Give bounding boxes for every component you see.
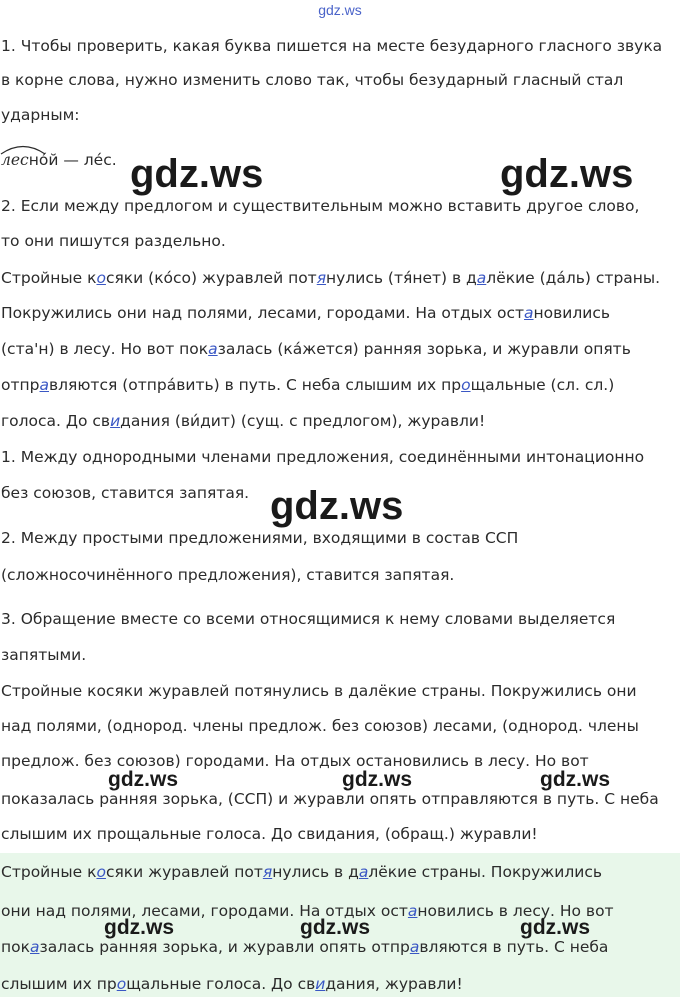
seg: дания, журавли! [325, 975, 463, 993]
vowel: а [407, 902, 418, 920]
text2-line1: Стройные косяки журавлей потянулись в далёкие страны. Покружились они [1, 682, 637, 700]
watermark-small-4: gdz.ws [104, 916, 175, 939]
rule2-line2: то они пишутся раздельно. [1, 232, 226, 250]
rule1-line2: в корне слова, нужно изменить слово так, чтобы безударный гласный стал [1, 71, 624, 89]
seg: щальные голоса. До св [126, 975, 316, 993]
seg: слышим их пр [1, 975, 117, 993]
rule1-line3: ударным: [1, 106, 80, 124]
watermark-small-1: gdz.ws [108, 768, 179, 791]
seg: Стройные к [1, 269, 97, 287]
watermark-small-6: gdz.ws [520, 916, 591, 939]
root-arc-icon [0, 141, 47, 155]
seg: щальные (сл. сл.) [470, 376, 615, 394]
seg: сяки журавлей пот [105, 863, 263, 881]
text2-line2: над полями, (однород. члены предлож. без союзов) лесами, (однород. члены [1, 717, 639, 735]
seg: залась (ка́жется) ранняя зорька, и журавли опять [217, 340, 631, 358]
seg: вляются в путь. С неба [419, 938, 609, 956]
vowel: о [461, 376, 471, 394]
rule1-line1: 1. Чтобы проверить, какая буква пишется на месте безударного гласного звука [1, 37, 663, 55]
vowel: а [208, 340, 218, 358]
seg: нулись (тя́нет) в д [326, 269, 477, 287]
seg: вляются (отпра́вить) в путь. С неба слышим их пр [49, 376, 462, 394]
text1-line1 [1, 260, 677, 296]
seg: лёкие (да́ль) страны. [486, 269, 661, 287]
seg: дания (ви́дит) (сущ. с предлогом), журавли! [120, 412, 486, 430]
text1-line5 [1, 403, 677, 439]
punct-rule3-line1: 3. Обращение вместе со всеми относящимися к нему словами выделяется [1, 610, 616, 628]
seg: Покружились они над полями, лесами, городами. На отдых ост [1, 304, 525, 322]
vowel: а [29, 938, 40, 956]
vowel: и [110, 412, 121, 430]
seg: голоса. До св [1, 412, 111, 430]
seg: пок [1, 938, 30, 956]
example-root: лес [1, 151, 29, 169]
top-watermark: gdz.ws [318, 2, 362, 18]
punct-rule3-line2: запятыми. [1, 646, 87, 664]
watermark-big-3: gdz.ws [270, 484, 404, 528]
root-with-arc [1, 151, 29, 169]
text1-line2 [1, 295, 677, 331]
seg: сяки (ко́со) журавлей пот [105, 269, 317, 287]
seg: лёкие страны. Покружились [368, 863, 602, 881]
punct-rule2-line2: (сложносочинённого предложения), ставится запятая. [1, 566, 455, 584]
punct-rule1-line2: без союзов, ставится запятая. [1, 484, 250, 502]
vowel: а [476, 269, 487, 287]
seg: новились в лесу. Но вот [417, 902, 614, 920]
vowel: о [116, 975, 127, 993]
watermark-big-2: gdz.ws [500, 152, 634, 196]
watermark-small-5: gdz.ws [300, 916, 371, 939]
seg: они над полями, лесами, городами. На отдых ост [1, 902, 408, 920]
vowel: а [358, 863, 369, 881]
seg: нулись в д [272, 863, 359, 881]
text2-line5: слышим их прощальные голоса. До свидания, (обращ.) журавли! [1, 825, 538, 843]
seg: новились [533, 304, 610, 322]
text2-line3: предлож. без союзов) городами. На отдых остановились в лесу. Но вот [1, 752, 589, 770]
text1-line4 [1, 367, 677, 403]
vowel: я [262, 863, 273, 881]
seg: залась ранняя зорька, и журавли опять отпр [39, 938, 410, 956]
vowel: я [316, 269, 327, 287]
vowel: о [96, 863, 106, 881]
watermark-small-2: gdz.ws [342, 768, 413, 791]
vowel: а [39, 376, 49, 394]
seg: Стройные к [1, 863, 97, 881]
text2-line4: показалась ранняя зорька, (ССП) и журавли опять отправляются в путь. С неба [1, 790, 659, 808]
watermark-big-1: gdz.ws [130, 152, 264, 196]
vowel: а [409, 938, 420, 956]
punct-rule1-line1: 1. Между однородными членами предложения, соединёнными интонационно [1, 448, 645, 466]
seg: отпр [1, 376, 40, 394]
example-rest: но́й — ле́с. [28, 151, 117, 169]
text1-line3 [1, 331, 677, 367]
seg: (ста'н) в лесу. Но вот пок [1, 340, 209, 358]
watermark-small-3: gdz.ws [540, 768, 611, 791]
rule2-line1: 2. Если между предлогом и существительным можно вставить другое слово, [1, 197, 640, 215]
punct-rule2-line1: 2. Между простыми предложениями, входящими в состав ССП [1, 529, 519, 547]
vowel: а [524, 304, 534, 322]
vowel: о [96, 269, 106, 287]
final-line1 [1, 854, 677, 890]
vowel: и [315, 975, 326, 993]
